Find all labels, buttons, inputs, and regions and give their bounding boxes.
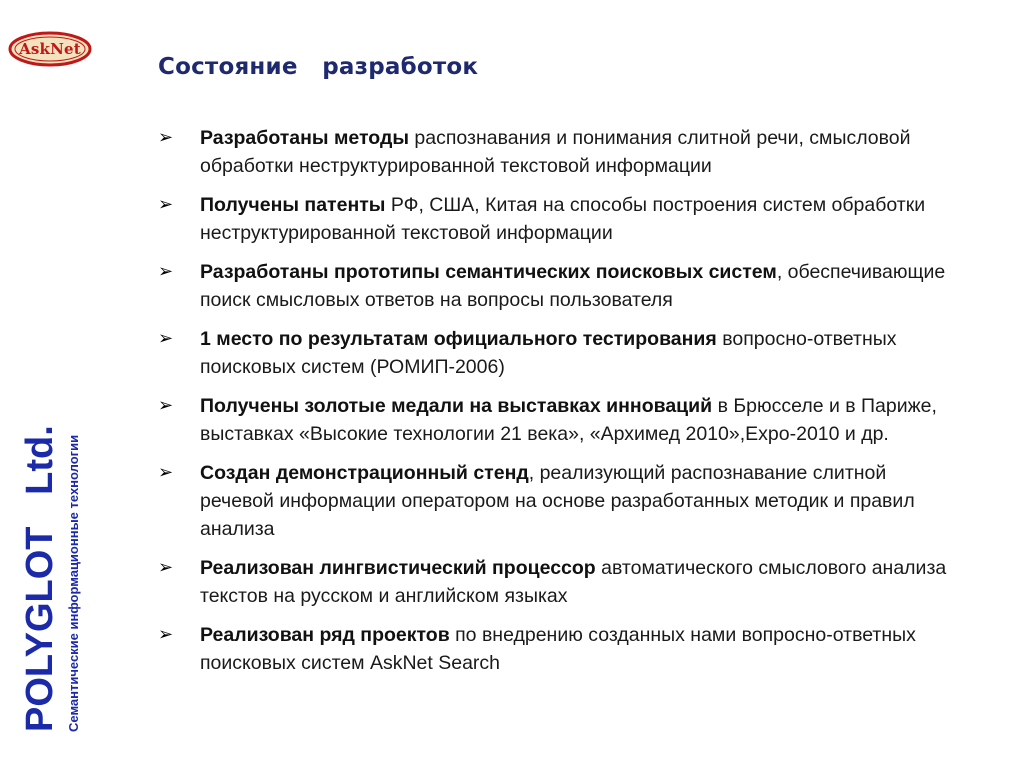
bullet-bold: Получены патенты	[200, 194, 386, 216]
bullet-text	[200, 554, 958, 610]
bullet-rest: в Брюсселе и в Париже, выставках «Высокие технологии 21 века», «Архимед 2010»,Expo-2010 и др.	[200, 395, 937, 445]
arrowhead-bullet-icon: ➢	[158, 328, 174, 349]
bullet-bold: Разработаны прототипы семантических поисковых систем	[200, 261, 777, 283]
bullet-rest: вопросно-ответных поисковых систем (РОМИП-2006)	[200, 328, 897, 378]
bullet-bold: Реализован лингвистический процессор	[200, 557, 596, 579]
bullet-item	[158, 258, 958, 314]
bullet-text	[200, 459, 958, 543]
bullet-text	[200, 191, 958, 247]
arrowhead-bullet-icon: ➢	[158, 194, 174, 215]
bullet-text	[200, 124, 958, 180]
page-title: Состояние разработок	[158, 54, 479, 80]
bullet-bold: Получены золотые медали на выставках инноваций	[200, 395, 713, 417]
brand-name: POLYGLOT Ltd.	[19, 425, 61, 732]
arrowhead-bullet-icon: ➢	[158, 624, 174, 645]
bullet-bold: 1 место по результатам официального тестирования	[200, 328, 717, 350]
bullet-rest: РФ, США, Китая на способы построения систем обработки неструктурированной текстовой информации	[200, 194, 926, 244]
bullet-bold: Разработаны методы	[200, 127, 409, 149]
bullet-text	[200, 258, 958, 314]
arrowhead-bullet-icon: ➢	[158, 557, 174, 578]
arrowhead-bullet-icon: ➢	[158, 395, 174, 416]
vertical-brand	[18, 332, 108, 732]
bullet-item	[158, 459, 958, 543]
bullet-item	[158, 124, 958, 180]
brand-tagline: Семантические информационные технологии	[66, 434, 81, 732]
bullet-rest: , обеспечивающие поиск смысловых ответов на вопросы пользователя	[200, 261, 946, 311]
logo-text: AskNet	[19, 40, 81, 58]
bullet-item	[158, 325, 958, 381]
bullet-item	[158, 621, 958, 677]
bullet-item	[158, 191, 958, 247]
bullet-rest: , реализующий распознавание слитной речевой информации оператором на основе разработанных методик и правил анализа	[200, 462, 915, 540]
bullet-text	[200, 325, 958, 381]
arrowhead-bullet-icon: ➢	[158, 127, 174, 148]
bullet-item	[158, 392, 958, 448]
asknet-logo	[8, 30, 92, 68]
bullet-text	[200, 621, 958, 677]
bullet-bold: Создан демонстрационный стенд	[200, 462, 529, 484]
bullet-rest: автоматического смыслового анализа текстов на русском и английском языках	[200, 557, 947, 607]
bullet-list	[158, 124, 958, 688]
arrowhead-bullet-icon: ➢	[158, 462, 174, 483]
bullet-rest: по внедрению созданных нами вопросно-ответных поисковых систем AskNet Search	[200, 624, 916, 674]
bullet-text	[200, 392, 958, 448]
bullet-rest: распознавания и понимания слитной речи, смысловой обработки неструктурированной текстовой информации	[200, 127, 911, 177]
bullet-item	[158, 554, 958, 610]
arrowhead-bullet-icon: ➢	[158, 261, 174, 282]
bullet-bold: Реализован ряд проектов	[200, 624, 450, 646]
